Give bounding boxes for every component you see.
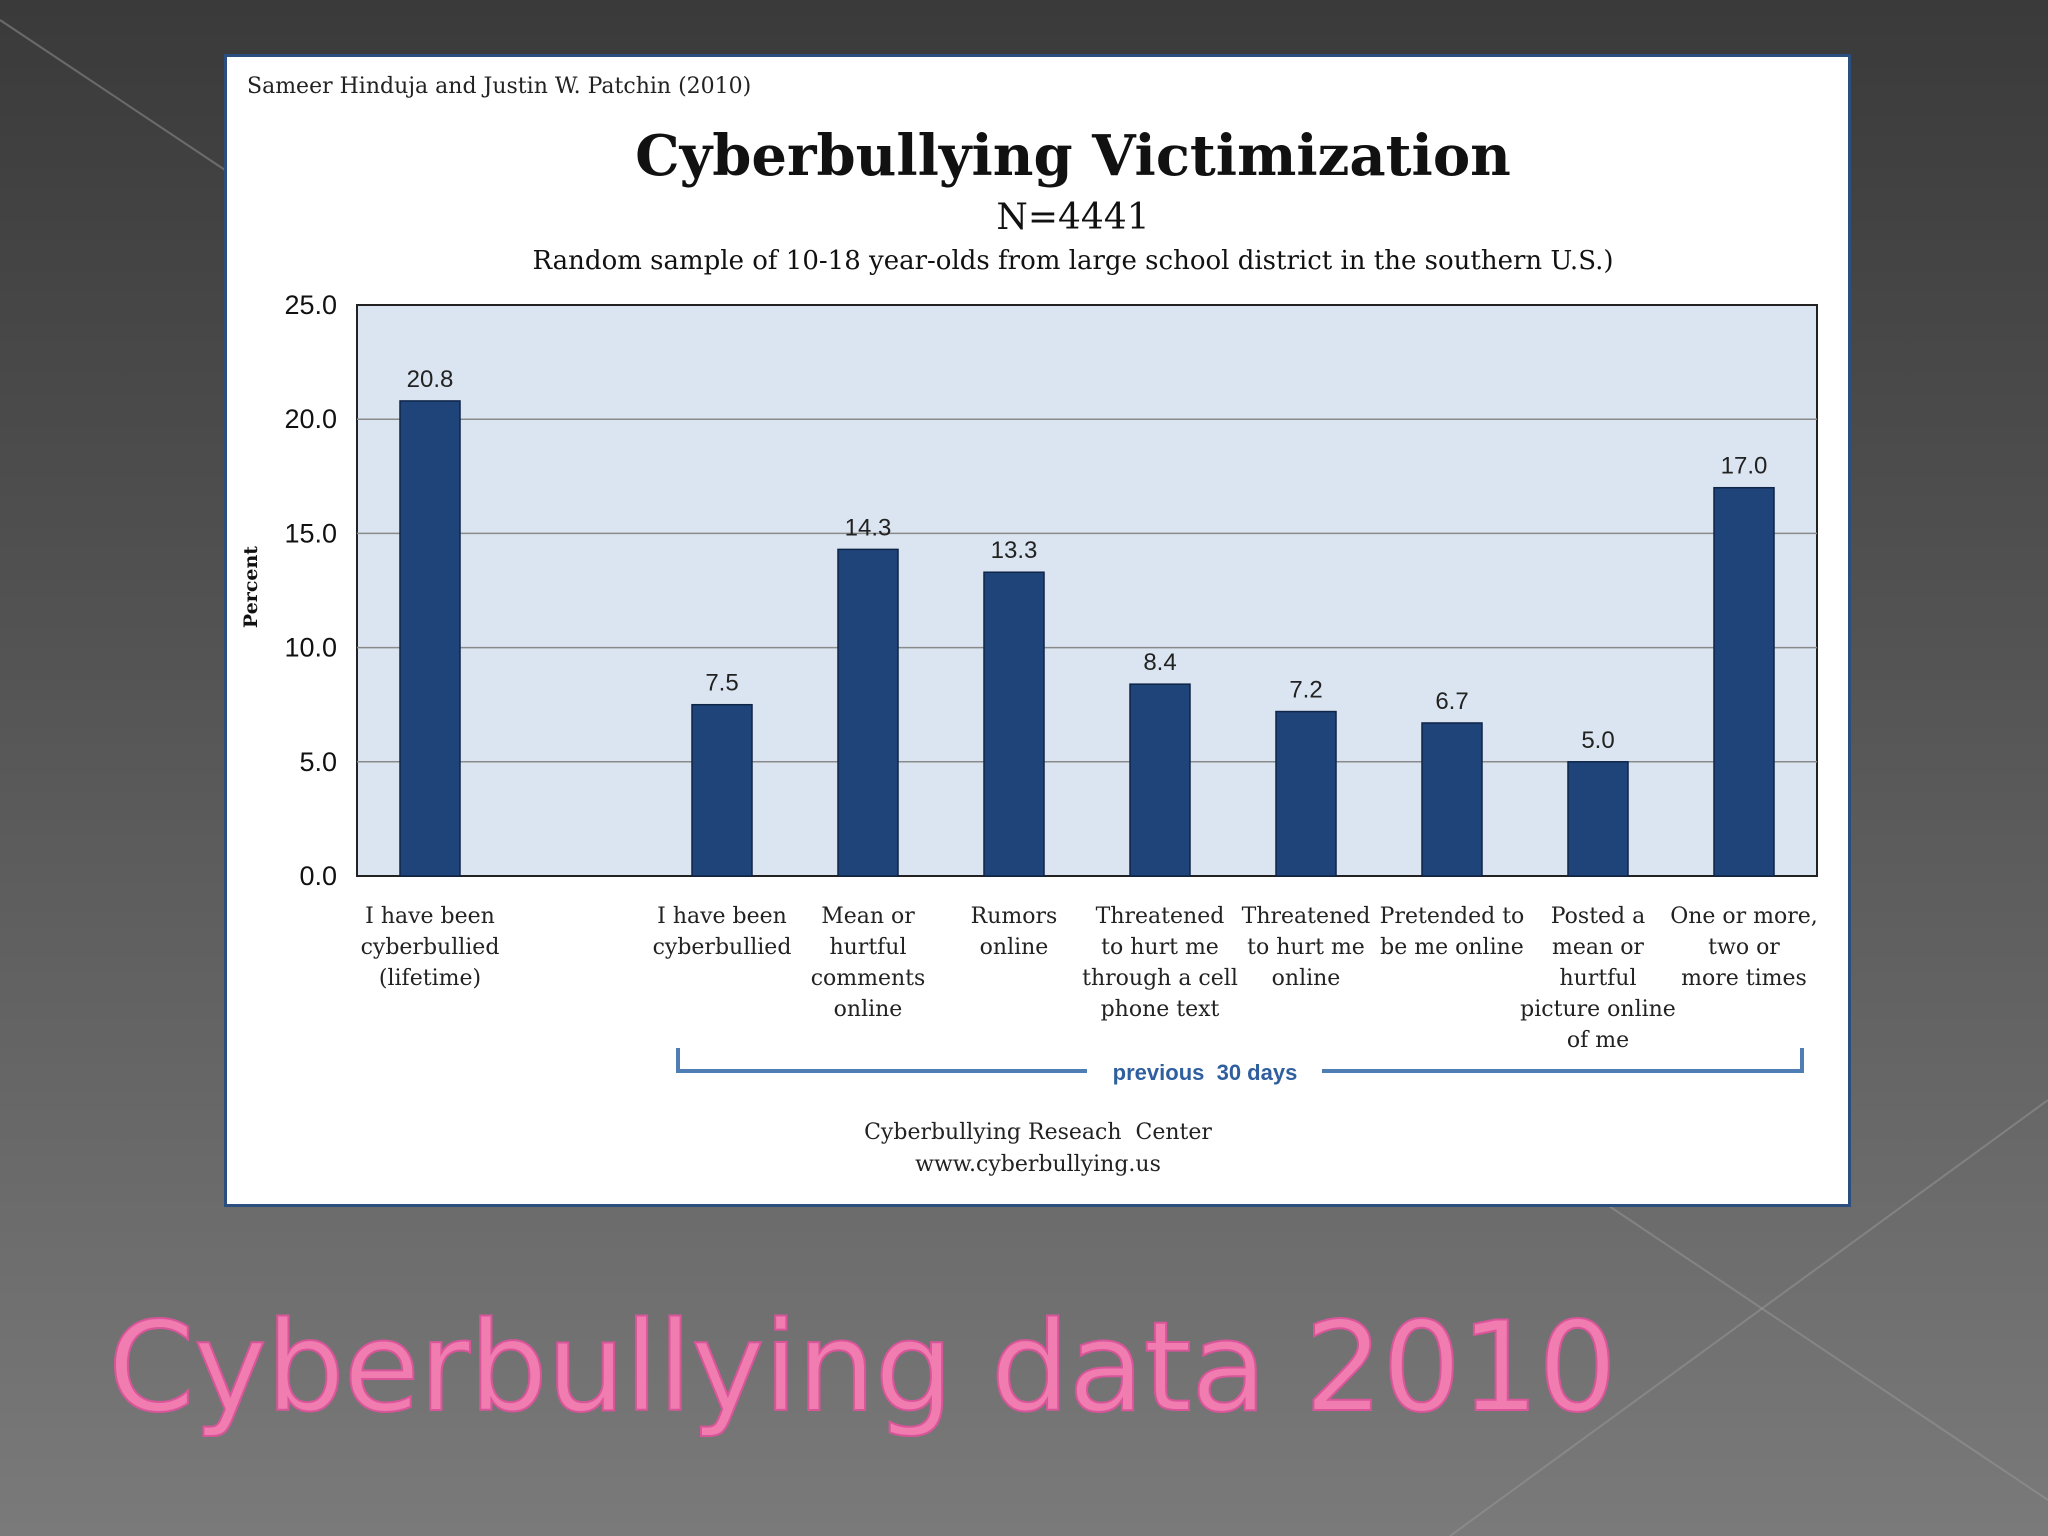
bar-value-label: 14.3: [844, 514, 892, 542]
x-tick-label: online: [979, 935, 1049, 960]
x-tick-label: to hurt me: [1101, 935, 1219, 960]
x-tick-label: Threatened: [1241, 904, 1371, 929]
x-tick-label: I have been: [657, 904, 787, 929]
chart-citation: Sameer Hinduja and Justin W. Patchin (2010): [247, 74, 752, 99]
bar-value-label: 7.2: [1289, 676, 1323, 704]
bar: [400, 401, 460, 876]
x-tick-label: Posted a: [1550, 904, 1646, 929]
bar-value-label: 13.3: [990, 537, 1038, 565]
bar: [692, 705, 752, 876]
decorative-line: [1600, 1200, 2048, 1500]
previous-30-days-bracket-left: [678, 1048, 1087, 1071]
bar-value-label: 8.4: [1143, 649, 1177, 677]
x-tick-label: (lifetime): [378, 966, 482, 991]
x-tick-label: One or more,: [1670, 904, 1818, 929]
x-tick-label: be me online: [1380, 935, 1524, 960]
chart-title: Cyberbullying Victimization: [635, 123, 1511, 189]
bar: [1714, 488, 1774, 876]
x-tick-label: Rumors: [970, 904, 1058, 929]
slide-title: Cyberbullying data 2010: [108, 1296, 1616, 1440]
chart-panel: [224, 54, 1851, 1207]
x-axis-labels: [361, 904, 1818, 1053]
bar: [1422, 723, 1482, 876]
y-axis-ticks: [284, 290, 337, 891]
bar-value-label: 17.0: [1720, 452, 1768, 480]
x-tick-label: cyberbullied: [360, 935, 500, 960]
decorative-line: [0, 20, 225, 170]
bar-value-label: 6.7: [1435, 687, 1469, 715]
previous-30-days-label: previous 30 days: [1112, 1060, 1298, 1085]
y-tick-label: 5.0: [299, 746, 337, 777]
bar: [1568, 762, 1628, 876]
x-tick-label: of me: [1566, 1028, 1630, 1053]
x-tick-label: online: [1271, 966, 1341, 991]
bar-value-label: 7.5: [705, 669, 739, 697]
previous-30-days-bracket-right: [1322, 1048, 1802, 1071]
y-tick-label: 10.0: [284, 632, 337, 663]
y-tick-label: 0.0: [299, 861, 337, 891]
x-tick-label: online: [833, 997, 903, 1022]
x-tick-label: Pretended to: [1379, 904, 1525, 929]
y-tick-label: 15.0: [284, 518, 337, 549]
y-axis-label: Percent: [240, 545, 262, 629]
x-tick-label: hurtful: [1559, 966, 1637, 991]
x-tick-label: mean or: [1552, 935, 1644, 960]
bar-value-label: 20.8: [406, 365, 454, 393]
x-tick-label: comments: [810, 966, 926, 991]
y-tick-label: 20.0: [284, 404, 337, 435]
x-tick-label: to hurt me: [1247, 935, 1365, 960]
x-tick-label: hurtful: [829, 935, 907, 960]
bar-chart: [227, 57, 1848, 1204]
bar: [984, 572, 1044, 876]
bar: [1130, 684, 1190, 876]
x-tick-label: through a cell: [1082, 966, 1238, 991]
x-tick-label: more times: [1681, 966, 1807, 991]
x-tick-label: Threatened: [1095, 904, 1225, 929]
footer-url: www.cyberbullying.us: [915, 1152, 1161, 1177]
x-tick-label: picture online: [1520, 997, 1676, 1022]
chart-subtitle: N=4441: [996, 197, 1150, 238]
bar-value-label: 5.0: [1581, 726, 1615, 754]
bar: [838, 549, 898, 876]
x-tick-label: Mean or: [821, 904, 915, 929]
chart-subtitle-2: Random sample of 10-18 year-olds from large school district in the southern U.S.): [532, 246, 1614, 276]
x-tick-label: cyberbullied: [652, 935, 792, 960]
y-tick-label: 25.0: [284, 290, 337, 320]
x-tick-label: two or: [1708, 935, 1780, 960]
x-tick-label: I have been: [365, 904, 495, 929]
x-tick-label: phone text: [1100, 997, 1220, 1022]
bar: [1276, 712, 1336, 876]
footer-organization: Cyberbullying Reseach Center: [864, 1120, 1212, 1145]
